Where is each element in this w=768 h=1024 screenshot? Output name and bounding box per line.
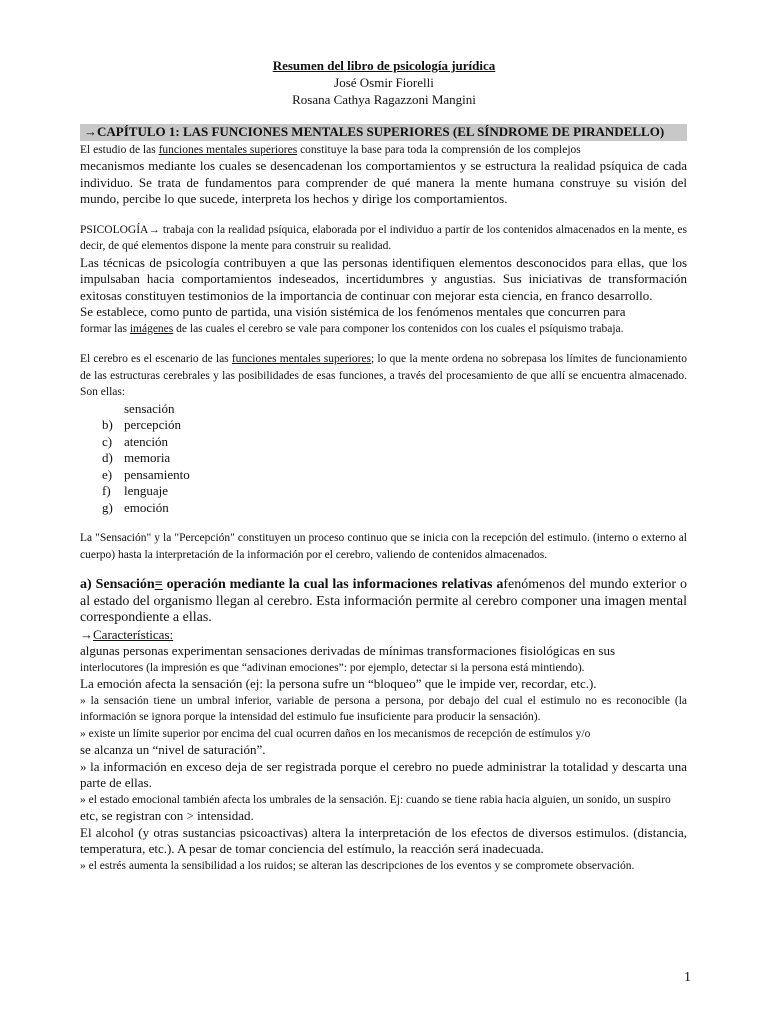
document-body (80, 124, 687, 874)
document-title: Resumen del libro de psicología jurídica (272, 58, 496, 73)
list-item (102, 450, 687, 467)
arrow-glyph: → (80, 626, 93, 642)
list-item-text: emoción (124, 499, 169, 515)
text-run: El cerebro es el escenario de las (80, 353, 232, 365)
paragraph-sensacion-percepcion: La "Sensación" y la "Percepción" constituyen un proceso continuo que se inicia con la recepción del estimulo. (interno o externo al cuerpo) hasta la interpretación de la información por el cerebro, valiendo de contenidos almacenados. (80, 532, 687, 561)
list-item (102, 483, 687, 500)
list-item-text: atención (124, 433, 169, 449)
page-number: 1 (684, 970, 691, 985)
paragraph-tecnicas: Las técnicas de psicología contribuyen a que las personas identifiquen elementos desconocidos para ellas, que los impulsaban hacia comportamientos indeseados, incertidumbres y angustias. Sus iniciativas de transformación exitosas constituyen testimonios de la importancia de continuar con mejorar esta ciencia, en franco desarrollo. (80, 254, 687, 303)
item-c5: » la información en exceso deja de ser registrada porque el cerebro no puede administrar la totalidad y descarta una parte de ellas. (80, 758, 687, 790)
item-c2: La emoción afecta la sensación (ej: la persona sufre un “bloqueo” que le impide ver, recordar, etc.). (80, 676, 597, 691)
text-run: ; lo que la mente ordena no sobrepasa los límites de funcionamiento de las estructuras cerebrales y las posibilidades de esas funciones, a través del procesamiento de que allí se encuentra almacenado. Son ellas: (80, 353, 687, 398)
list-marker: b) (102, 417, 113, 432)
text-run: constituye la base para toda la comprensión de los complejos (297, 143, 581, 156)
list-item-text: lenguaje (124, 483, 169, 498)
list-item-text: pensamiento (124, 466, 190, 482)
author-2: Rosana Cathya Ragazzoni Mangini (292, 92, 476, 107)
section-sensacion (80, 577, 687, 627)
paragraph-psicologia: PSICOLOGÍA→ trabaja con la realidad psíquica, elaborada por el individuo a partir de los contenidos almacenados en la mente, es decir, de qué elementos dispone la mente para construir su realidad. (80, 223, 687, 252)
list-marker: e) (102, 466, 113, 482)
text-run: fenómenos del mundo exterior o al estado del organismo llegan al cerebro. Esta información permite al cerebro componer una imagen mental correspondiente a ellas. (80, 577, 688, 625)
section-label: a) Sensación (80, 577, 155, 592)
list-item (102, 434, 687, 451)
section-bold-text: operación mediante la cual las informaciones relativas a (162, 577, 504, 592)
list-item-text: percepción (124, 417, 182, 432)
list-item (102, 401, 687, 418)
paragraph-intro-cont: mecanismos mediante los cuales se desencadenan los comportamientos y se estructura la realidad psíquica de cada individuo. Se trata de fundamentos para comprender de qué manera la mente humana construye su visión del mundo, percibe lo que sucede, interpreta los hechos y dirige los comportamientos. (80, 158, 687, 206)
chapter-heading: →CAPÍTULO 1: LAS FUNCIONES MENTALES SUPERIORES (EL SÍNDROME DE PIRANDELLO) (80, 124, 687, 141)
item-c6b: etc, se registran con > intensidad. (80, 808, 254, 823)
section-equals: = (154, 577, 163, 592)
text-run: formar las (80, 322, 130, 335)
item-c1: algunas personas experimentan sensaciones derivadas de mínimas transformaciones fisiológicas en sus (80, 643, 616, 658)
text-run: de las cuales el cerebro se vale para componer los contenidos con los cuales el psíquismo trabaja. (173, 322, 624, 335)
list-item-text: sensación (124, 400, 175, 416)
functions-list (80, 401, 687, 517)
text-run: El estudio de las (80, 143, 159, 156)
paragraph-cerebro (80, 351, 687, 401)
author-1: José Osmir Fiorelli (334, 75, 434, 90)
item-c4b: se alcanza un “nivel de saturación”. (80, 742, 266, 757)
list-item-text: memoria (124, 450, 171, 465)
item-c4: » existe un límite superior por encima del cual ocurren daños en los mecanismos de recepción de estímulos y/o (80, 727, 591, 740)
list-marker: d) (102, 450, 113, 465)
caracteristicas-heading (80, 627, 687, 644)
list-marker: g) (102, 499, 113, 515)
item-c8: » el estrés aumenta la sensibilidad a los ruidos; se alteran las descripciones de los eventos y se compromete observación. (80, 859, 635, 872)
underlined-term: funciones mentales superiores (231, 353, 372, 365)
list-marker: c) (102, 433, 113, 449)
item-c7: El alcohol (y otras sustancias psicoactivas) altera la interpretación de los efectos de diversos estimulos. (distancia, temperatura, etc.). A pesar de tomar conciencia del estímulo, la reacción será inadecuada. (80, 824, 687, 856)
paragraph-imagenes (80, 321, 687, 338)
list-item (102, 417, 687, 434)
paragraph-sistemica: Se establece, como punto de partida, una visión sistémica de los fenómenos mentales que concurren para (80, 304, 626, 319)
item-c3: » la sensación tiene un umbral inferior, variable de persona a persona, por debajo del cual el estimulo no es reconocible (la información se ignora porque la intensidad del estimulo fue insuficiente para producir la sensación). (80, 694, 687, 723)
underlined-term: funciones mentales superiores (158, 143, 298, 156)
item-c6: » el estado emocional también afecta los umbrales de la sensación. Ej: cuando se tiene rabia hacia alguien, un sonido, un suspiro (80, 793, 671, 806)
item-c1b: interlocutores (la impresión es que “adivinan emociones”: por ejemplo, detectar si la persona está mintiendo). (80, 661, 585, 674)
list-marker: f) (102, 483, 111, 498)
list-item (102, 500, 687, 517)
paragraph-intro (80, 142, 687, 159)
underlined-term: imágenes (129, 322, 174, 335)
caracteristicas-label: Características: (93, 626, 174, 642)
document-header (0, 57, 768, 108)
list-item (102, 467, 687, 484)
